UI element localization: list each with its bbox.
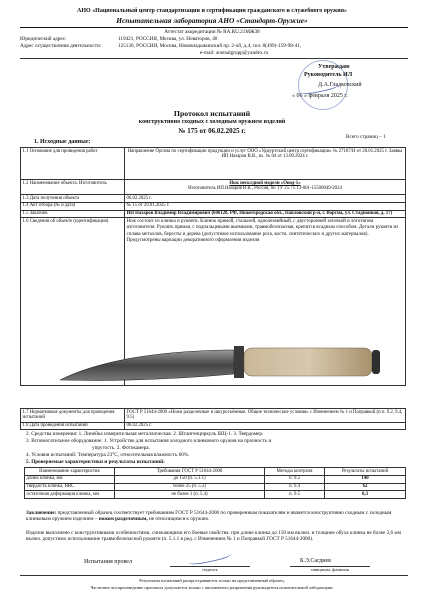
approver-title: Руководитель ИЛ — [304, 72, 353, 78]
conclusion-bold: ножом разделочным, — [98, 516, 148, 523]
column-header: Требования ГОСТ Р 51644-2000 — [115, 468, 265, 476]
email: e-mail: arsenalgrupp@yandex.ru — [200, 50, 269, 56]
section3b: упругость. 2. Фотокамера. — [92, 445, 150, 451]
cell: 140 — [325, 475, 406, 483]
cell: до 150 (п. 5.1.1) — [115, 475, 265, 483]
knife-photo — [56, 336, 386, 406]
row-value: № 15 от 29.01.2025 г. — [125, 202, 406, 210]
row-label: 1.8 Дата проведения испытаний — [21, 422, 125, 430]
table-row — [21, 180, 406, 195]
approved-label: Утверждаю — [318, 64, 350, 70]
section4: 4. Условия испытаний: Температура 23°С, относительная влажность 60%. — [26, 452, 190, 458]
actual-label: Адрес осуществления деятельности: — [20, 43, 102, 49]
section2: 2. Средства измерения: 1. Линейка измерительная металлическая. 2. Штангенциркуль ШЦ-1. 3. Твердомер. — [26, 431, 264, 437]
header-divider — [20, 27, 408, 28]
row-label: 1.6 Сведения об объекте (идентификация) — [21, 218, 125, 386]
normative-table — [20, 408, 406, 430]
conclusion-text-2: не относящимся к оружию. — [149, 516, 210, 523]
tested-by-label: Испытания провел — [84, 559, 132, 565]
conclusion — [26, 510, 406, 523]
protocol-subtitle: конструктивно сходных с холодным оружием изделий — [138, 119, 286, 125]
table-row — [21, 148, 406, 180]
org-line: АНО «Национальный центр стандартизации и сертификации гражданского и служебного оружия» — [77, 8, 347, 14]
cell: не более 1 (п. 5.4) — [115, 491, 265, 499]
column-header: Методы контроля — [265, 468, 325, 476]
table-row — [25, 483, 406, 491]
table-header-row — [25, 468, 406, 476]
table-row — [21, 409, 406, 423]
table-row — [21, 202, 406, 210]
sign-label: подпись — [202, 567, 218, 572]
results-table — [24, 467, 406, 499]
row-label: 1.3 Дата получения объекта — [21, 195, 125, 203]
row-value: 06.02.2025 г. — [125, 422, 406, 430]
column-header: Результаты испытаний — [325, 468, 406, 476]
legal-label: Юридический адрес: — [20, 36, 67, 42]
pages-count: Всего страниц – 1 — [346, 134, 386, 140]
tester-signature — [187, 548, 232, 567]
row-value: ГОСТ Р 51644-2000 «Ножи разделочные и шкуросъёмные. Общие технические условия» с Изменением № 1 и Поправкой (п.п. 9.2, 9.4, 9.5) — [125, 409, 406, 423]
conclusion-label: Заключение: — [26, 510, 57, 516]
table-row — [21, 210, 406, 218]
footer-note-2: Частичное воспроизведение протокола допускается только с письменного разрешения руководителя испытательной лаборатории. — [90, 585, 334, 590]
cell: п. 9.4 — [265, 483, 325, 491]
section3a: 3. Вспомогательное оборудование: 1. Устройство для испытания холодного клинкового оружия на прочность и — [26, 438, 272, 444]
column-header: Наименование характеристик — [25, 468, 115, 476]
row-label: 1.7 Нормативные документы для проведения испытаний — [21, 409, 125, 423]
row-value — [125, 180, 406, 195]
actual-address: 125130, РОССИЯ, Москва, Нововладыкинский пр. 2-ой, д.4, тел. 8(499)-159-98-41, — [118, 43, 302, 49]
cell: п. 9.5 — [265, 491, 325, 499]
cell: твердость клинка, HRC — [25, 483, 115, 491]
table-row — [25, 475, 406, 483]
conclusion-details: Изделие выполнено с конструктивными особенностями, снижающими его боевые свойства: при длине клинка до 150 мм включ. и толщине обуха клинка не более 2,6 мм включ. допустимо использование травмобезопасной рукояти (п. 5.1.1 в ред. с Изменением № 1 и Поправкой ГОСТ Р 51644-2000). — [26, 530, 401, 543]
row-label: 1.2 Наименование объекта. Изготовитель — [21, 180, 125, 195]
section1-heading: 1. Исходные данные: — [34, 139, 91, 145]
row-value: Нож состоит из клинка и рукояти. Клинок прямой, стальной, однолезвийный, с двусторонней заточкой и логотипом изготовителя. Рукоять прямая, с подпальцевыми выемками, травмобезопасная, крепится всадным способом. Детали рукояти из сплава металлов, бересты и дерева (допустимое использование рога, кости, синтетических и других материалов). Предусмотрены вариации декоративного оформления изделия — [125, 218, 406, 386]
approval-date: « 06 » февраля 2025 г. — [292, 93, 348, 99]
protocol-title: Протокол испытаний — [173, 109, 251, 118]
cell: 62 — [325, 483, 406, 491]
row-value: Направление Органа по сертификации продукции и услуг ООО «Удмуртский центр сертификации» № 27187/Н от 28.01.2025 г. Заявка ИП Назаров В.В., вх. № 04 от 13.09.2024 г. — [125, 148, 406, 180]
cell: более 25 (п. 5.3) — [115, 483, 265, 491]
table-row — [21, 422, 406, 430]
section5: 5. Проверяемые характеристики и результаты испытаний: — [26, 459, 165, 465]
footer-divider — [20, 575, 408, 576]
cell: п. 9.2 — [265, 475, 325, 483]
row-value: ИП Назаров Владимир Владимирович (606120, РФ, Нижегородская обл., Павловский р-н, г. Ворсма, ул. Стадионная, д. 17) — [125, 210, 406, 218]
table-row — [21, 195, 406, 203]
cell: длина клинка, мм — [25, 475, 115, 483]
header-divider-2 — [20, 58, 408, 59]
row-label: 1.5 Заказчик — [21, 210, 125, 218]
manufacturer: Изготовитель ИП Назаров В.В., Россия, по ТУ 25.71.13-001-15500049-2024 — [188, 186, 342, 192]
row-value: 06.02.2025 г. — [125, 195, 406, 203]
cell: 0,3 — [325, 491, 406, 499]
cell: остаточная деформация клинка, мм — [25, 491, 115, 499]
table-row — [25, 491, 406, 499]
tester-name: Б.Э.Сагдиев — [300, 558, 331, 564]
protocol-number: № 175 от 06.02.2025 г. — [178, 127, 246, 135]
product-name: Нож несклдной модели «Овод-1» — [229, 180, 301, 186]
row-label: 1.4 Акт отбора (№ и дата) — [21, 202, 125, 210]
lab-title: Испытательная лаборатория АНО «Стандарт-Оружие» — [116, 16, 308, 25]
name-label: инициалы, фамилия — [311, 567, 349, 572]
approver-name: Д.А.Гладковский — [318, 82, 362, 88]
footer-note-1: Результаты испытаний распространяются только на представленный образец. — [139, 578, 285, 583]
legal-address: 119421, РОССИЯ, Москва, ул. Новаторов, 40 — [118, 36, 218, 42]
conclusion-text: представленный образец соответствует требованиям ГОСТ Р 51644-2000 по проверенным показателям и является конструктивно сходным с холодным клинковым оружием изделием – — [26, 510, 392, 523]
row-label: 1.1 Основание для проведения работ — [21, 148, 125, 180]
accreditation: Аттестат аккредитации № RA.RU.21МЖ38 — [164, 29, 260, 35]
